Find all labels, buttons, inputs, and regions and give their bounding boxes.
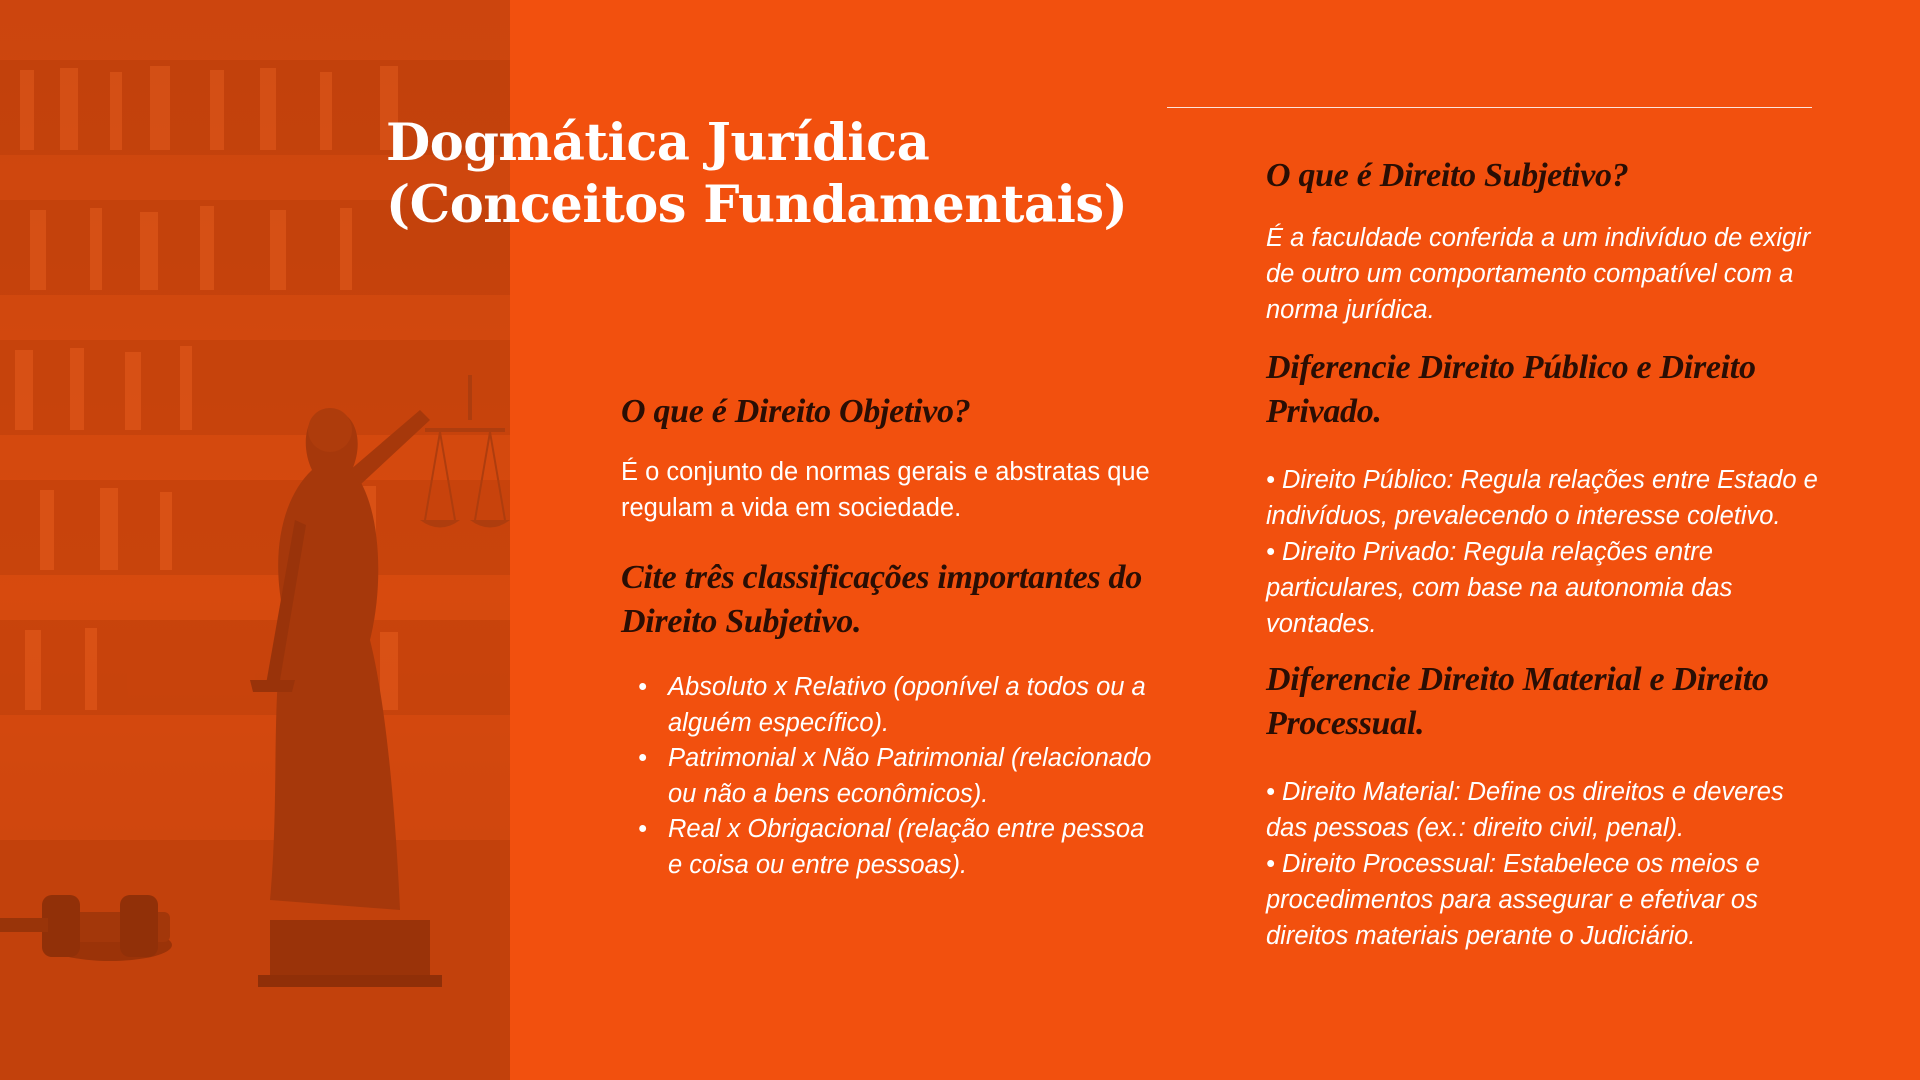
publico-privado-text bbox=[1266, 462, 1826, 642]
text-line: • Direito Público: Regula relações entre Estado e indivíduos, prevalecendo o interesse coletivo. bbox=[1266, 466, 1818, 530]
heading-direito-objetivo: O que é Direito Objetivo? bbox=[621, 393, 971, 430]
list-item: • Real x Obrigacional (relação entre pessoa e coisa ou entre pessoas). bbox=[668, 812, 1156, 883]
answer-direito-subjetivo: É a faculdade conferida a um indivíduo de exigir de outro um comportamento compatível com a norma jurídica. bbox=[1266, 224, 1811, 324]
heading-direito-subjetivo: O que é Direito Subjetivo? bbox=[1266, 157, 1629, 194]
answer-direito-objetivo: É o conjunto de normas gerais e abstratas que regulam a vida em sociedade. bbox=[621, 458, 1150, 522]
title-line-2: (Conceitos Fundamentais) bbox=[386, 175, 1128, 235]
slide-title bbox=[386, 112, 1127, 236]
list-item: • Absoluto x Relativo (oponível a todos ou a alguém específico). bbox=[668, 670, 1156, 741]
list-item: • Patrimonial x Não Patrimonial (relacionado ou não a bens econômicos). bbox=[668, 741, 1156, 812]
text-line: • Direito Material: Define os direitos e deveres das pessoas (ex.: direito civil, penal). bbox=[1266, 778, 1784, 842]
heading-classificacoes: Cite três classificações importantes do Direito Subjetivo. bbox=[621, 559, 1142, 640]
heading-publico-privado: Diferencie Direito Público e Direito Privado. bbox=[1266, 349, 1756, 430]
classificacoes-list bbox=[621, 670, 1156, 883]
title-line-1: Dogmática Jurídica bbox=[386, 113, 930, 173]
right-column bbox=[1266, 154, 1826, 954]
heading-material-processual: Diferencie Direito Material e Direito Processual. bbox=[1266, 661, 1769, 742]
text-line: • Direito Privado: Regula relações entre particulares, com base na autonomia das vontades. bbox=[1266, 538, 1733, 638]
left-column bbox=[621, 390, 1156, 883]
material-processual-text bbox=[1266, 774, 1826, 954]
divider-line bbox=[1167, 107, 1812, 108]
text-line: • Direito Processual: Estabelece os meios e procedimentos para assegurar e efetivar os direitos materiais perante o Judiciário. bbox=[1266, 850, 1760, 950]
